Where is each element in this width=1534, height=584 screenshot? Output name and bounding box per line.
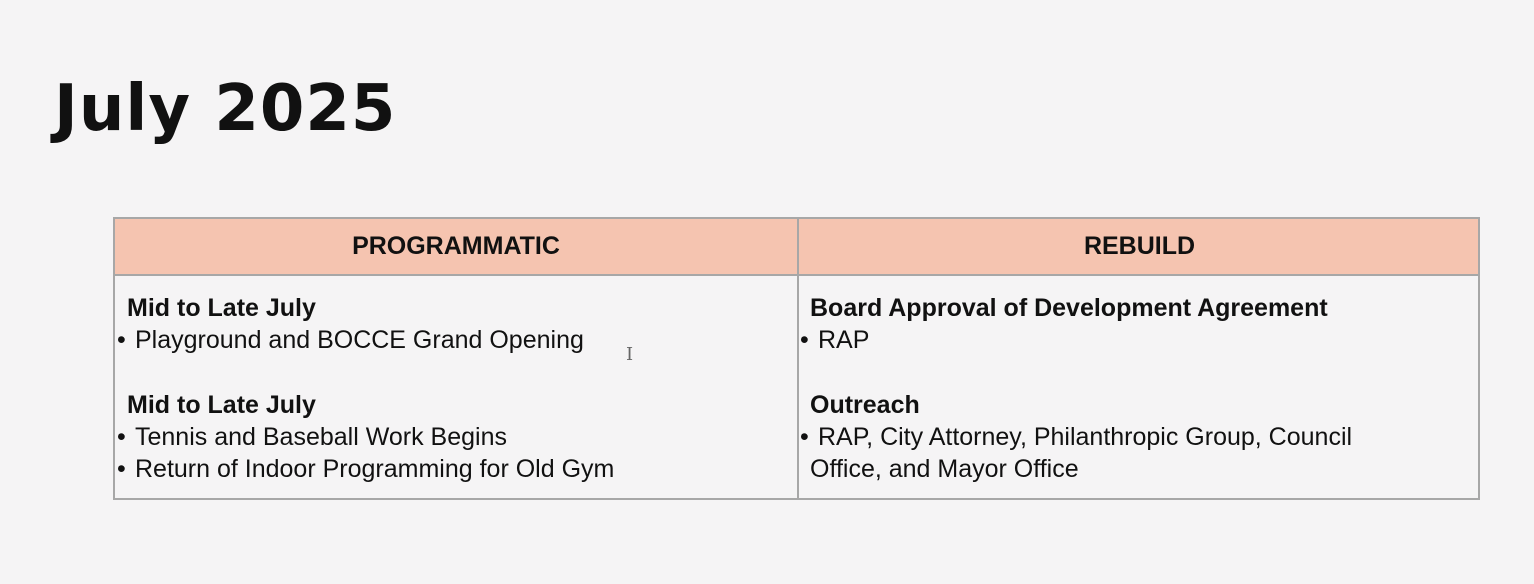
list-item-continuation: Office, and Mayor Office [810,455,1079,483]
timeline-table [113,217,1480,500]
list-item: • RAP, City Attorney, Philanthropic Group, Council [800,423,1353,451]
text-cursor-icon: I [626,344,634,365]
group-heading: Mid to Late July [127,294,316,322]
list-item: • RAP [800,326,870,354]
bullet-icon: • [800,423,809,451]
programmatic-group-1 [117,292,795,356]
list-item: • Playground and BOCCE Grand Opening [117,326,584,354]
bullet-icon: • [117,455,126,483]
header-rebuild: REBUILD [1083,232,1196,260]
programmatic-cell [117,276,795,498]
programmatic-group-2 [117,389,795,485]
header-programmatic: PROGRAMMATIC [352,232,560,260]
bullet-icon: • [800,326,809,354]
list-item: • Tennis and Baseball Work Begins [117,423,507,451]
rebuild-cell [800,276,1478,498]
group-heading: Board Approval of Development Agreement [810,294,1328,322]
group-heading: Outreach [810,391,920,419]
list-item: • Return of Indoor Programming for Old Gym [117,455,615,483]
rebuild-group-2 [800,389,1478,485]
group-heading: Mid to Late July [127,391,316,419]
bullet-icon: • [117,326,126,354]
rebuild-group-1 [800,292,1478,356]
bullet-icon: • [117,423,126,451]
slide-title: July 2025 [54,72,397,146]
column-divider [797,219,799,498]
